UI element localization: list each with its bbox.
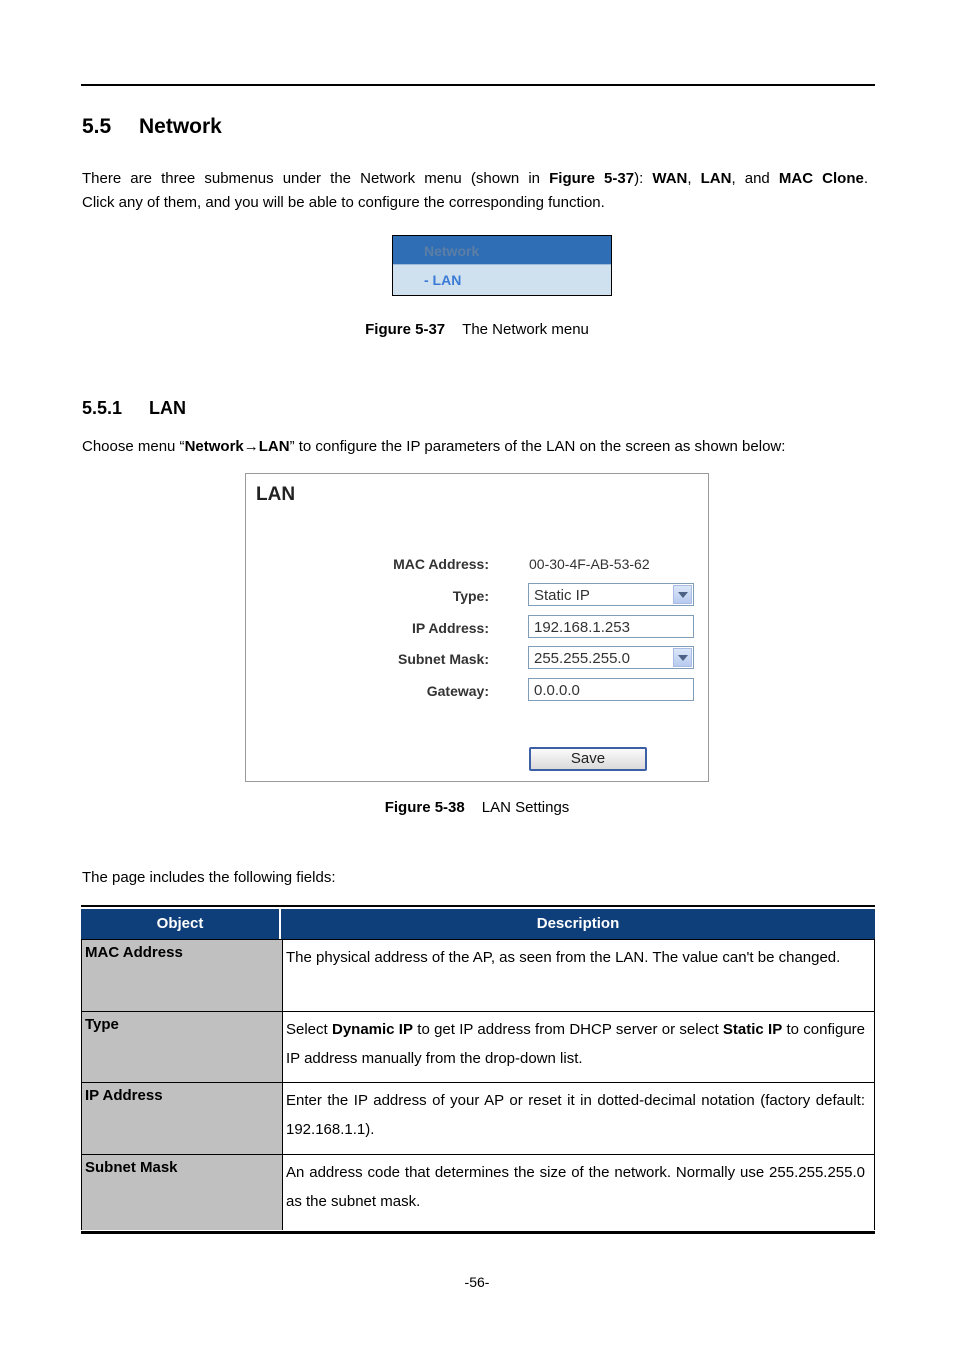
table-header-row — [81, 909, 875, 939]
subsection-heading — [82, 398, 186, 419]
section-number: 5.5 — [82, 115, 112, 138]
figure-38-label: Figure 5-38 — [384, 799, 465, 816]
table-row — [81, 1154, 875, 1230]
description-text: An address code that determines the size of the network. Normally use 255.255.255.0 as the subnet mask. — [286, 1164, 865, 1210]
table-row — [81, 1011, 875, 1082]
ip-address-value: 192.168.1.253 — [534, 619, 630, 636]
gateway-value: 0.0.0.0 — [534, 682, 580, 699]
table-cell-description — [283, 1083, 875, 1154]
subsection-title: LAN — [149, 398, 186, 418]
gateway-input[interactable] — [528, 678, 694, 701]
description-text: Select — [286, 1021, 332, 1038]
figure-38-text: LAN Settings — [481, 799, 570, 816]
table-cell-description — [283, 940, 875, 1011]
figure-38-caption — [0, 799, 954, 816]
lan-settings-screenshot — [245, 473, 709, 782]
header-rule — [81, 84, 875, 86]
mac-clone-term: MAC Clone — [778, 170, 864, 187]
page-number: -56- — [464, 1274, 490, 1290]
column-header-object: Object — [81, 909, 281, 939]
figure-37-text: The Network menu — [462, 321, 589, 338]
network-menu-item-lan[interactable]: - LAN — [424, 272, 462, 288]
lan-term: LAN — [700, 170, 732, 187]
intro-paragraph — [82, 167, 868, 215]
intro-sep-2: , and — [731, 170, 779, 187]
network-menu-figure — [392, 235, 612, 296]
lan-screen-title: LAN — [256, 484, 296, 505]
network-menu-header[interactable]: Network — [393, 236, 611, 265]
wan-term: WAN — [652, 170, 688, 187]
mac-address-value: 00-30-4F-AB-53-62 — [529, 556, 650, 572]
table-cell-description — [283, 1012, 875, 1082]
description-text: The physical address of the AP, as seen from the LAN. The value can't be changed. — [286, 949, 841, 966]
table-top-rule — [81, 905, 875, 907]
intro-line-2: Click any of them, and you will be able to configure the corresponding function. — [82, 194, 605, 211]
choose-menu-paragraph — [82, 435, 868, 459]
intro-text-2: ): — [634, 170, 653, 187]
table-cell-object: Subnet Mask — [81, 1155, 283, 1230]
subnet-mask-value: 255.255.255.0 — [534, 650, 630, 667]
table-cell-object: Type — [81, 1012, 283, 1082]
table-row — [81, 1082, 875, 1154]
figure-reference: Figure 5-37 — [549, 170, 635, 187]
static-ip-term: Static IP — [722, 1021, 783, 1038]
table-row — [81, 939, 875, 1011]
ip-address-label: IP Address: — [411, 620, 489, 636]
fields-table — [81, 905, 875, 1234]
description-text: to configure IP address manually from the drop-down list. — [286, 1021, 866, 1067]
choose-text-2: ” to configure the IP parameters of the LAN on the screen as shown below: — [289, 438, 786, 455]
intro-line-1 — [82, 167, 868, 191]
intro-text-1: There are three submenus under the Network menu (shown in — [82, 170, 550, 187]
fields-intro: The page includes the following fields: — [82, 869, 336, 886]
figure-37-label: Figure 5-37 — [365, 321, 446, 338]
subsection-number: 5.5.1 — [82, 398, 123, 418]
menu-path: Network→LAN — [184, 438, 290, 455]
subnet-mask-select[interactable] — [528, 646, 694, 669]
description-text: Enter the IP address of your AP or reset it in dotted-decimal notation (factory default: 192.168.1.1). — [286, 1092, 865, 1138]
table-cell-description — [283, 1155, 875, 1230]
section-heading — [82, 115, 222, 139]
figure-37-caption — [0, 321, 954, 338]
chevron-down-icon[interactable] — [673, 585, 692, 604]
table-cell-object: IP Address — [81, 1083, 283, 1154]
table-cell-object: MAC Address — [81, 940, 283, 1011]
choose-text-1: Choose menu “ — [82, 438, 185, 455]
dynamic-ip-term: Dynamic IP — [331, 1021, 413, 1038]
description-text: to get IP address from DHCP server or select — [412, 1021, 723, 1038]
subnet-mask-label: Subnet Mask: — [397, 651, 489, 667]
type-select-value: Static IP — [534, 587, 590, 604]
column-header-description: Description — [281, 909, 875, 939]
intro-text-3: . — [863, 170, 868, 187]
type-select[interactable] — [528, 583, 694, 606]
table-bottom-rule — [81, 1231, 875, 1234]
type-label: Type: — [452, 588, 489, 604]
mac-address-label: MAC Address: — [393, 556, 489, 572]
ip-address-input[interactable] — [528, 615, 694, 638]
section-title: Network — [139, 115, 222, 138]
gateway-label: Gateway: — [426, 683, 489, 699]
intro-sep-1: , — [687, 170, 701, 187]
save-button[interactable]: Save — [529, 747, 647, 771]
chevron-down-icon[interactable] — [673, 648, 692, 667]
